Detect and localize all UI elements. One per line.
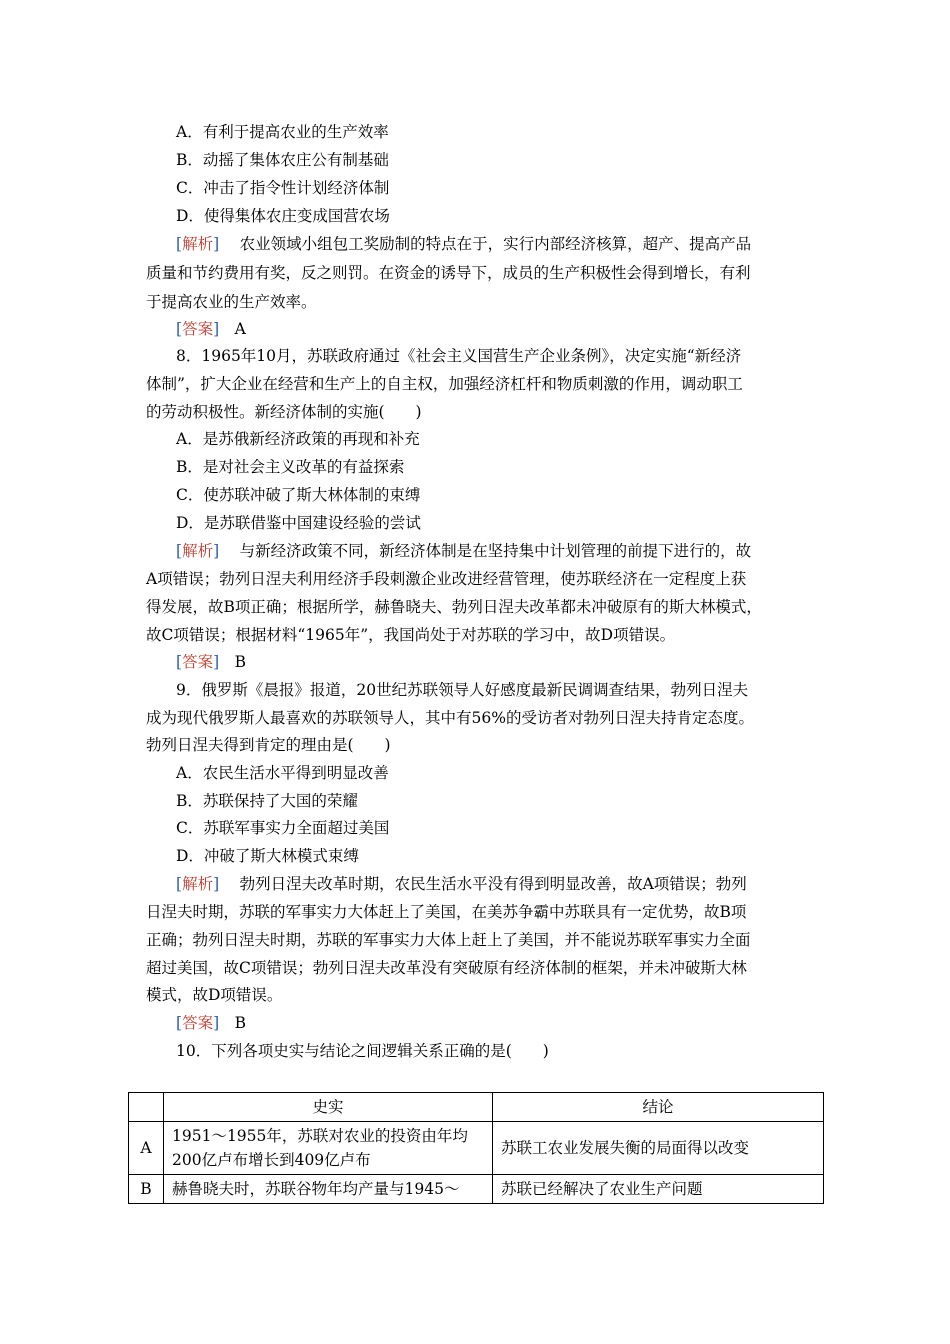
q8-option-a: A．是苏俄新经济政策的再现和补充	[176, 430, 420, 448]
q8-analysis-line2: A项错误；勃列日涅夫利用经济手段刺激企业改进经营管理，使苏联经济在一定程度上获	[146, 570, 747, 588]
answer-tag: [答案]	[176, 320, 220, 338]
q9-option-a: A．农民生活水平得到明显改善	[176, 764, 389, 782]
analysis-text: 农业领域小组包工奖励制的特点在于，实行内部经济核算，超产、提高产品	[239, 235, 752, 253]
q8-option-d: D．是苏联借鉴中国建设经验的尝试	[176, 514, 421, 532]
q10-table	[128, 1092, 824, 1204]
q9-option-d: D．冲破了斯大林模式束缚	[176, 847, 359, 865]
q9-option-b: B．苏联保持了大国的荣耀	[176, 792, 358, 810]
q9-analysis-line2: 日涅夫时期，苏联的军事实力大体赶上了美国，在美苏争霸中苏联具有一定优势，故B项	[146, 903, 747, 921]
analysis-text: 与新经济政策不同，新经济体制是在坚持集中计划管理的前提下进行的，故	[239, 542, 752, 560]
q9-analysis-line4: 超过美国，故C项错误；勃列日涅夫改革没有突破原有经济体制的框架，并未冲破斯大林	[146, 959, 747, 977]
fact-line: 赫鲁晓夫时，苏联谷物年均产量与1945～	[172, 1180, 460, 1198]
table-header-cell: 结论	[493, 1093, 824, 1122]
row-label: A	[129, 1122, 164, 1175]
q8-analysis-line3: 得发展，故B项正确；根据所学，赫鲁晓夫、勃列日涅夫改革都未冲破原有的斯大林模式，	[146, 598, 762, 616]
fact-line: 200亿卢布增长到409亿卢布	[172, 1151, 371, 1169]
q7-option-c: C．冲击了指令性计划经济体制	[176, 179, 390, 197]
row-label: B	[129, 1175, 164, 1204]
q7-option-d: D．使得集体农庄变成国营农场	[176, 207, 390, 225]
analysis-tag: [解析]	[176, 542, 220, 560]
conclusion-cell: 苏联已经解决了农业生产问题	[493, 1175, 824, 1204]
q7-answer	[176, 319, 246, 339]
table-row	[129, 1175, 824, 1204]
q9-analysis-line3: 正确；勃列日涅夫时期，苏联的军事实力大体上赶上了美国，并不能说苏联军事实力全面	[146, 931, 751, 949]
q8-option-b: B．是对社会主义改革的有益探索	[176, 458, 405, 476]
answer-value: A	[234, 320, 246, 338]
q9-stem-line2: 成为现代俄罗斯人最喜欢的苏联领导人，其中有56%的受访者对勃列日涅夫持肯定态度。	[146, 709, 754, 727]
analysis-tag: [解析]	[176, 875, 220, 893]
analysis-text: 勃列日涅夫改革时期，农民生活水平没有得到明显改善，故A项错误；勃列	[239, 875, 747, 893]
q7-analysis	[176, 234, 751, 254]
answer-tag: [答案]	[176, 1014, 220, 1032]
q8-stem-line3: 的劳动积极性。新经济体制的实施( )	[146, 403, 422, 421]
q7-option-b: B．动摇了集体农庄公有制基础	[176, 151, 389, 169]
q8-analysis-line4: 故C项错误；根据材料“1965年”，我国尚处于对苏联的学习中，故D项错误。	[146, 626, 676, 644]
q7-analysis-line3: 于提高农业的生产效率。	[146, 293, 317, 311]
q8-analysis	[176, 541, 751, 561]
q9-stem: 9．俄罗斯《晨报》报道，20世纪苏联领导人好感度最新民调调查结果，勃列日涅夫	[176, 681, 749, 699]
q9-analysis	[176, 874, 747, 894]
fact-cell	[164, 1175, 493, 1204]
q9-option-c: C．苏联军事实力全面超过美国	[176, 819, 390, 837]
q9-answer	[176, 1013, 246, 1033]
answer-value: B	[234, 1014, 247, 1032]
fact-line: 1951～1955年，苏联对农业的投资由年均	[172, 1127, 468, 1145]
answer-tag: [答案]	[176, 653, 220, 671]
q7-option-a: A．有利于提高农业的生产效率	[176, 123, 389, 141]
q9-stem-line3: 勃列日涅夫得到肯定的理由是( )	[146, 736, 391, 754]
conclusion-cell: 苏联工农业发展失衡的局面得以改变	[493, 1122, 824, 1175]
q8-stem-line2: 体制”，扩大企业在经营和生产上的自主权，加强经济杠杆和物质刺激的作用，调动职工	[146, 375, 743, 393]
answer-value: B	[234, 653, 247, 671]
q8-answer	[176, 652, 246, 672]
q8-stem: 8．1965年10月，苏联政府通过《社会主义国营生产企业条例》，决定实施“新经济	[176, 347, 742, 365]
table-row	[129, 1122, 824, 1175]
q8-option-c: C．使苏联冲破了斯大林体制的束缚	[176, 486, 421, 504]
analysis-tag: [解析]	[176, 235, 220, 253]
q10-stem: 10．下列各项史实与结论之间逻辑关系正确的是( )	[176, 1042, 549, 1060]
table-header-cell: 史实	[164, 1093, 493, 1122]
table-header-row	[129, 1093, 824, 1122]
q9-analysis-line5: 模式，故D项错误。	[146, 986, 283, 1004]
table-header-cell	[129, 1093, 164, 1122]
fact-cell	[164, 1122, 493, 1175]
q7-analysis-line2: 质量和节约费用有奖，反之则罚。在资金的诱导下，成员的生产积极性会得到增长，有利	[146, 264, 751, 282]
